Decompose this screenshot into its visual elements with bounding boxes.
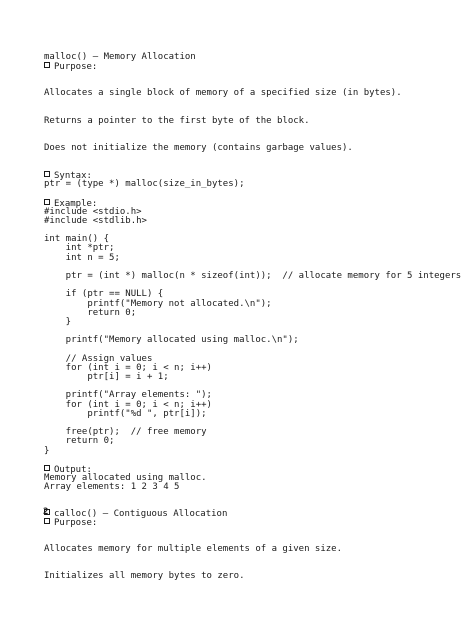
malloc-purpose-heading bbox=[44, 62, 464, 71]
code-line: // Assign values bbox=[44, 353, 153, 364]
calloc-title-line bbox=[43, 506, 464, 519]
code-line: printf("%d ", ptr[i]); bbox=[44, 408, 207, 419]
code-line: } bbox=[44, 445, 50, 456]
calloc-purpose-label: Purpose: bbox=[54, 517, 98, 528]
code-line: #include <stdlib.h> bbox=[44, 215, 147, 226]
document-page bbox=[44, 53, 464, 581]
code-line: int *ptr; bbox=[44, 243, 115, 254]
malloc-syntax-label: Syntax: bbox=[54, 170, 92, 181]
code-line: ptr[i] = i + 1; bbox=[44, 372, 169, 383]
code-line: free(ptr); // free memory bbox=[44, 427, 207, 438]
checkbox-bullet-icon bbox=[44, 199, 50, 205]
malloc-example-label: Example: bbox=[54, 198, 98, 209]
output-line: Array elements: 1 2 3 4 5 bbox=[44, 482, 180, 493]
calloc-purpose-line-2: Initializes all memory bytes to zero. bbox=[44, 571, 245, 582]
code-line: for (int i = 0; i < n; i++) bbox=[44, 362, 212, 373]
code-line: int n = 5; bbox=[44, 252, 120, 263]
code-line: ptr = (int *) malloc(n * sizeof(int)); // allocate memory for 5 integers bbox=[44, 271, 462, 281]
calloc-title: calloc() — Contiguous Allocation bbox=[54, 508, 228, 519]
checkbox-bullet-icon bbox=[44, 171, 50, 177]
code-line: } bbox=[44, 316, 72, 327]
malloc-syntax-code: ptr = (type *) malloc(size_in_bytes); bbox=[44, 179, 245, 190]
code-line: #include <stdio.h> bbox=[44, 206, 142, 217]
calloc-section-number: 2 bbox=[43, 506, 49, 517]
code-line: return 0; bbox=[44, 307, 137, 318]
checkbox-bullet-icon bbox=[44, 465, 50, 471]
malloc-purpose-line-1: Allocates a single block of memory of a specified size (in bytes). bbox=[44, 88, 402, 99]
malloc-title: malloc() — Memory Allocation bbox=[44, 52, 196, 62]
calloc-purpose-line-1: Allocates memory for multiple elements of a given size. bbox=[44, 543, 343, 554]
malloc-purpose-line-3: Does not initialize the memory (contains garbage values). bbox=[44, 142, 353, 153]
calloc-purpose-heading bbox=[44, 518, 464, 527]
code-line: printf("Array elements: "); bbox=[44, 390, 212, 401]
code-line: return 0; bbox=[44, 436, 115, 447]
malloc-purpose-line-2: Returns a pointer to the first byte of the block. bbox=[44, 115, 310, 126]
code-line: if (ptr == NULL) { bbox=[44, 289, 164, 300]
code-line: for (int i = 0; i < n; i++) bbox=[44, 399, 212, 410]
code-line: printf("Memory not allocated.\n"); bbox=[44, 298, 272, 309]
checkbox-bullet-icon bbox=[44, 518, 50, 524]
checkbox-bullet-icon bbox=[44, 62, 50, 68]
malloc-purpose-label: Purpose: bbox=[54, 62, 98, 73]
code-line: printf("Memory allocated using malloc.\n"); bbox=[44, 335, 299, 346]
output-line: Memory allocated using malloc. bbox=[44, 473, 207, 484]
malloc-output-label: Output: bbox=[54, 464, 92, 475]
code-line: int main() { bbox=[44, 234, 110, 245]
